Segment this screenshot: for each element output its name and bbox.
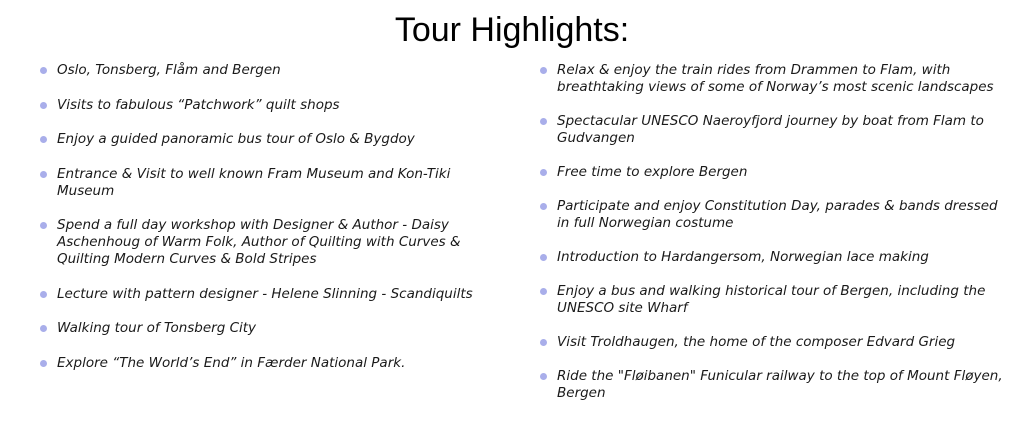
bullet-icon (40, 102, 47, 109)
list-item (40, 97, 520, 114)
list-item (540, 334, 1018, 351)
bullet-icon (40, 325, 47, 332)
list-item (40, 62, 520, 79)
item-text: Oslo, Tonsberg, Flåm and Bergen (57, 62, 281, 78)
bullet-icon (40, 171, 47, 178)
bullet-icon (540, 373, 547, 380)
list-item (540, 249, 1018, 266)
page-title: Tour Highlights: (394, 11, 630, 49)
bullet-icon (540, 118, 547, 125)
bullet-icon (40, 136, 47, 143)
bullet-icon (540, 203, 547, 210)
item-text: Lecture with pattern designer - Helene Slinning - Scandiquilts (57, 285, 473, 302)
bullet-icon (40, 222, 47, 229)
list-item (40, 320, 520, 337)
item-text: Introduction to Hardangersom, Norwegian lace making (557, 249, 929, 265)
item-text: Enjoy a bus and walking historical tour of Bergen, including the UNESCO site Wharf (557, 283, 986, 316)
bullet-icon (540, 288, 547, 295)
list-item (540, 164, 1018, 181)
item-text: Enjoy a guided panoramic bus tour of Oslo & Bygdoy (57, 131, 415, 147)
bullet-icon (40, 67, 47, 74)
list-item (40, 166, 520, 200)
bullet-icon (540, 67, 547, 74)
list-item (540, 368, 1018, 402)
list-item (540, 62, 1018, 96)
list-item (40, 286, 520, 303)
item-text: Free time to explore Bergen (557, 164, 748, 180)
list-item (540, 283, 1018, 317)
bullet-icon (40, 291, 47, 298)
item-text: Explore “The World’s End” in Færder National Park. (57, 354, 406, 371)
highlights-list-right (540, 62, 1018, 419)
bullet-icon (540, 254, 547, 261)
list-item (40, 131, 520, 148)
bullet-icon (540, 339, 547, 346)
item-text: Visit Troldhaugen, the home of the composer Edvard Grieg (557, 334, 956, 350)
bullet-icon (40, 360, 47, 367)
list-item (540, 198, 1018, 232)
highlights-list-left (40, 62, 520, 389)
list-item (40, 217, 520, 268)
item-text: Relax & enjoy the train rides from Drammen to Flam, with breathtaking views of some of Norway’s most scenic landscapes (557, 62, 994, 95)
item-text: Spectacular UNESCO Naeroyfjord journey by boat from Flam to Gudvangen (557, 113, 984, 146)
item-text: Visits to fabulous “Patchwork” quilt shops (57, 96, 340, 113)
item-text: Participate and enjoy Constitution Day, parades & bands dressed in full Norwegian costume (557, 198, 998, 231)
item-text: Spend a full day workshop with Designer & Author - Daisy Aschenhoug of Warm Folk, Author of Quilting with Curves & Quilting Modern Curves & Bold Stripes (57, 217, 461, 267)
item-text: Walking tour of Tonsberg City (57, 320, 257, 336)
item-text: Entrance & Visit to well known Fram Museum and Kon-Tiki Museum (57, 165, 451, 199)
bullet-icon (540, 169, 547, 176)
list-item (40, 355, 520, 372)
list-item (540, 113, 1018, 147)
item-text: Ride the "Fløibanen" Funicular railway to the top of Mount Fløyen, Bergen (557, 368, 1003, 401)
